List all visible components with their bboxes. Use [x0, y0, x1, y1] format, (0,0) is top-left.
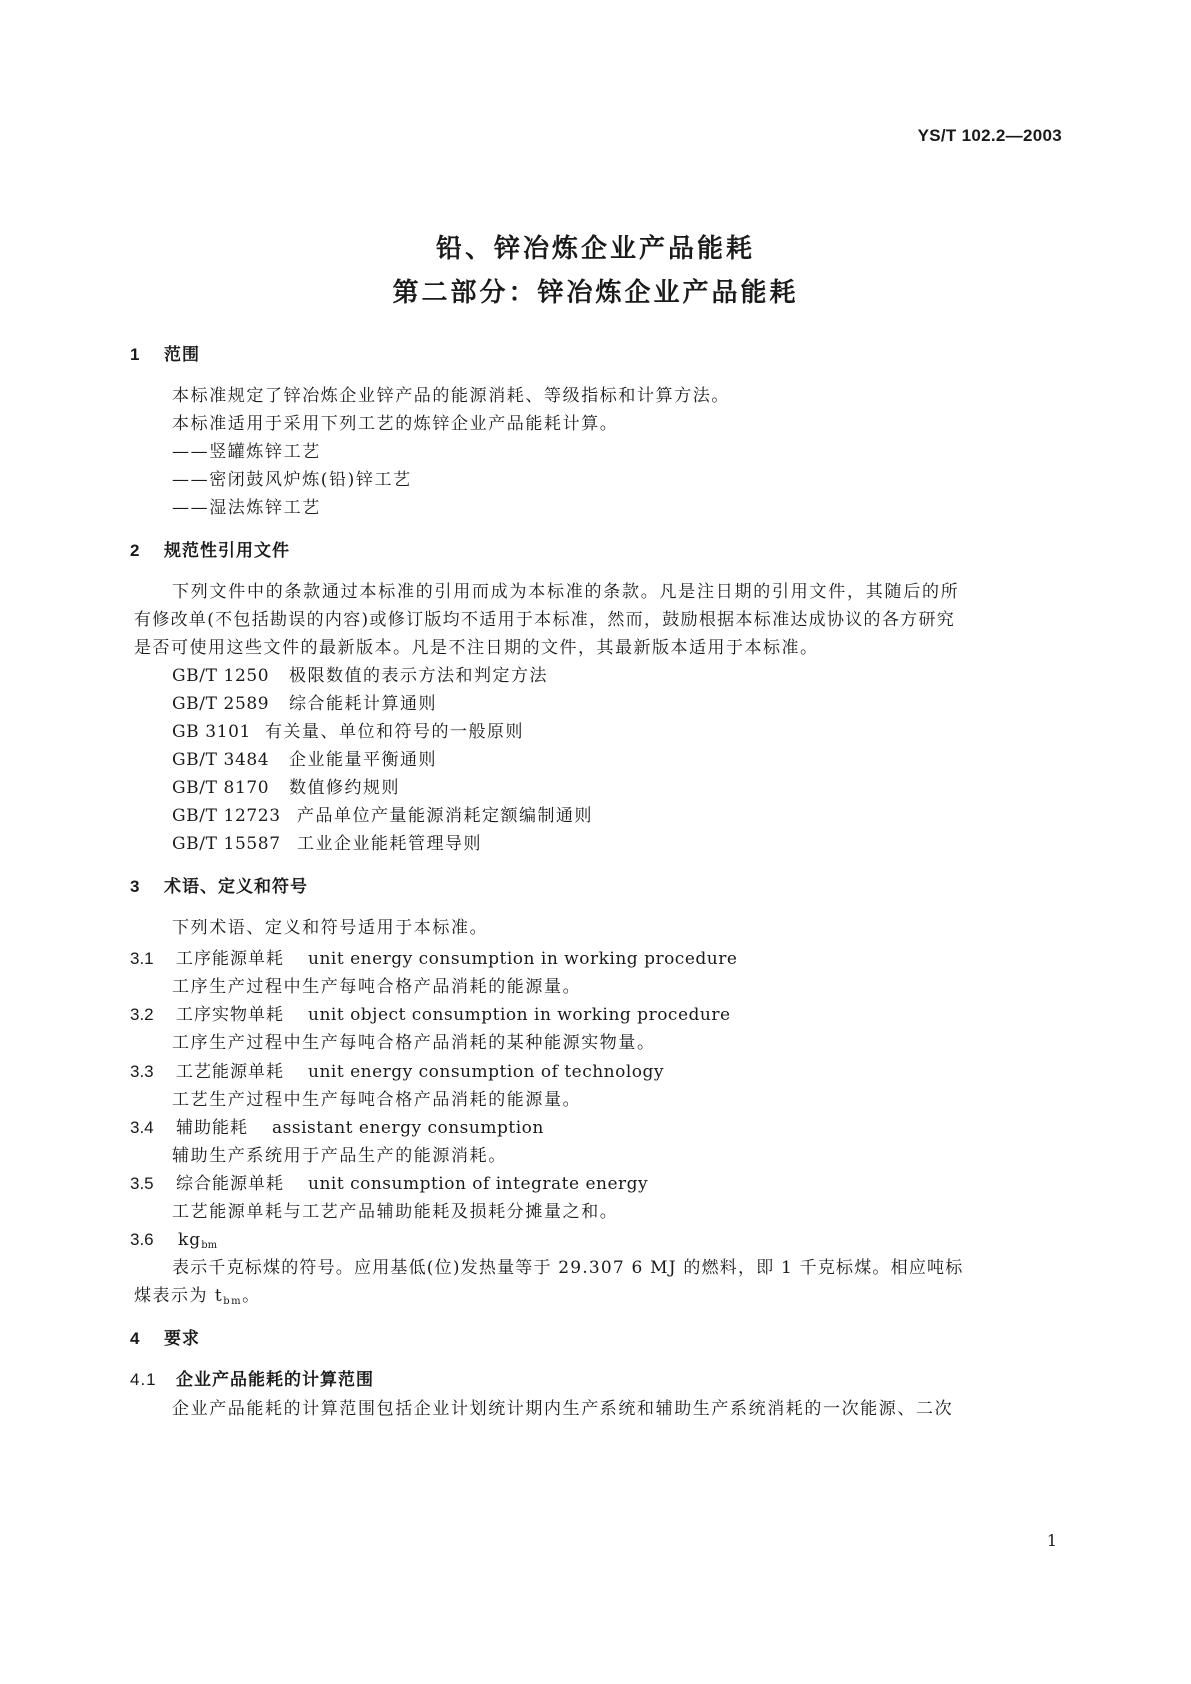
- reference-code: GB/T 15587: [172, 834, 281, 854]
- paragraph: 下列术语、定义和符号适用于本标准。: [172, 918, 489, 938]
- term-number: 3.4: [130, 1118, 154, 1137]
- section-title: 范围: [164, 345, 200, 365]
- reference-code: GB/T 1250: [172, 666, 270, 686]
- list-item: ——密闭鼓风炉炼(铅)锌工艺: [172, 470, 412, 490]
- reference-item: [172, 721, 524, 743]
- standard-code: YS/T 102.2—2003: [917, 126, 1062, 145]
- reference-item: [172, 833, 482, 855]
- term-english: assistant energy consumption: [272, 1118, 544, 1138]
- term-number: 3.6: [130, 1230, 154, 1249]
- term-symbol: kg: [178, 1230, 202, 1250]
- term-english: unit consumption of integrate energy: [308, 1174, 649, 1194]
- term-number: 3.1: [130, 949, 154, 968]
- reference-name: 工业企业能耗管理导则: [297, 834, 482, 854]
- text-fragment: 。: [242, 1286, 261, 1306]
- term-chinese: 工序能源单耗: [176, 949, 284, 969]
- page-number: 1: [1046, 1531, 1057, 1550]
- reference-code: GB/T 8170: [172, 778, 270, 798]
- reference-code: GB/T 12723: [172, 806, 281, 826]
- section-3-heading: [130, 876, 308, 898]
- reference-name: 数值修约规则: [289, 778, 400, 798]
- section-title: 术语、定义和符号: [164, 877, 308, 897]
- term-chinese: 辅助能耗: [176, 1118, 248, 1138]
- reference-code: GB/T 2589: [172, 694, 270, 714]
- reference-item: [172, 805, 593, 827]
- reference-code: GB/T 3484: [172, 750, 270, 770]
- subsection-4-1-heading: [130, 1369, 374, 1391]
- term-definition-line: [134, 1285, 261, 1313]
- term-english: unit energy consumption in working procedure: [308, 949, 738, 969]
- section-2-heading: [130, 540, 290, 562]
- term-entry: [130, 948, 737, 970]
- text-fragment: 煤表示为 t: [134, 1286, 224, 1306]
- section-number: 2: [130, 541, 141, 560]
- term-chinese: 工艺能源单耗: [176, 1062, 284, 1082]
- paragraph: 本标准适用于采用下列工艺的炼锌企业产品能耗计算。: [172, 414, 619, 434]
- section-4-heading: [130, 1328, 200, 1350]
- term-chinese: 工序实物单耗: [176, 1005, 284, 1025]
- term-entry: [130, 1004, 731, 1026]
- title-line-1: 铅、锌冶炼企业产品能耗: [435, 234, 755, 264]
- term-chinese: 综合能源单耗: [176, 1174, 284, 1194]
- term-number: 3.3: [130, 1062, 154, 1081]
- reference-name: 产品单位产量能源消耗定额编制通则: [297, 806, 593, 826]
- reference-item: [172, 693, 437, 715]
- reference-name: 综合能耗计算通则: [289, 694, 437, 714]
- section-number: 4: [130, 1329, 141, 1348]
- term-entry: [130, 1061, 664, 1083]
- reference-item: [172, 665, 548, 687]
- section-title: 规范性引用文件: [164, 541, 290, 561]
- term-definition: 辅助生产系统用于产品生产的能源消耗。: [172, 1146, 507, 1166]
- reference-item: [172, 777, 400, 799]
- term-number: 3.2: [130, 1005, 154, 1024]
- paragraph-line: 有修改单(不包括勘误的内容)或修订版均不适用于本标准，然而，鼓励根据本标准达成协议的各方研究: [134, 610, 956, 630]
- reference-name: 极限数值的表示方法和判定方法: [289, 666, 548, 686]
- section-title: 要求: [164, 1329, 200, 1349]
- list-item: ——湿法炼锌工艺: [172, 498, 321, 518]
- reference-name: 企业能量平衡通则: [289, 750, 437, 770]
- reference-name: 有关量、单位和符号的一般原则: [265, 722, 524, 742]
- subsection-title: 企业产品能耗的计算范围: [176, 1370, 374, 1390]
- term-symbol-subscript: bm: [201, 1240, 218, 1251]
- term-english: unit energy consumption of technology: [308, 1062, 665, 1082]
- list-item: ——竖罐炼锌工艺: [172, 442, 321, 462]
- section-number: 1: [130, 345, 141, 364]
- section-1-heading: [130, 344, 200, 366]
- term-entry: [130, 1117, 544, 1139]
- term-entry: [130, 1173, 648, 1195]
- subscript: bm: [223, 1296, 243, 1307]
- subsection-number: 4.1: [130, 1370, 157, 1389]
- term-number: 3.5: [130, 1174, 154, 1193]
- paragraph: 企业产品能耗的计算范围包括企业计划统计期内生产系统和辅助生产系统消耗的一次能源、二次: [172, 1399, 954, 1419]
- paragraph-line: 下列文件中的条款通过本标准的引用而成为本标准的条款。凡是注日期的引用文件，其随后的所: [172, 582, 960, 602]
- term-definition: 工艺能源单耗与工艺产品辅助能耗及损耗分摊量之和。: [172, 1202, 619, 1222]
- title-line-2: 第二部分：锌冶炼企业产品能耗: [392, 278, 799, 308]
- term-entry: [130, 1229, 217, 1257]
- reference-code: GB 3101: [172, 722, 251, 742]
- term-english: unit object consumption in working procedure: [308, 1005, 731, 1025]
- term-definition: 工序生产过程中生产每吨合格产品消耗的能源量。: [172, 977, 582, 997]
- paragraph: 本标准规定了锌冶炼企业锌产品的能源消耗、等级指标和计算方法。: [172, 386, 730, 406]
- reference-item: [172, 749, 437, 771]
- section-number: 3: [130, 877, 141, 896]
- term-definition-line: 表示千克标煤的符号。应用基低(位)发热量等于 29.307 6 MJ 的燃料，即 1 千克标煤。相应吨标: [172, 1258, 964, 1278]
- term-definition: 工序生产过程中生产每吨合格产品消耗的某种能源实物量。: [172, 1033, 656, 1053]
- term-definition: 工艺生产过程中生产每吨合格产品消耗的能源量。: [172, 1090, 582, 1110]
- paragraph-line: 是否可使用这些文件的最新版本。凡是不注日期的文件，其最新版本适用于本标准。: [134, 638, 819, 658]
